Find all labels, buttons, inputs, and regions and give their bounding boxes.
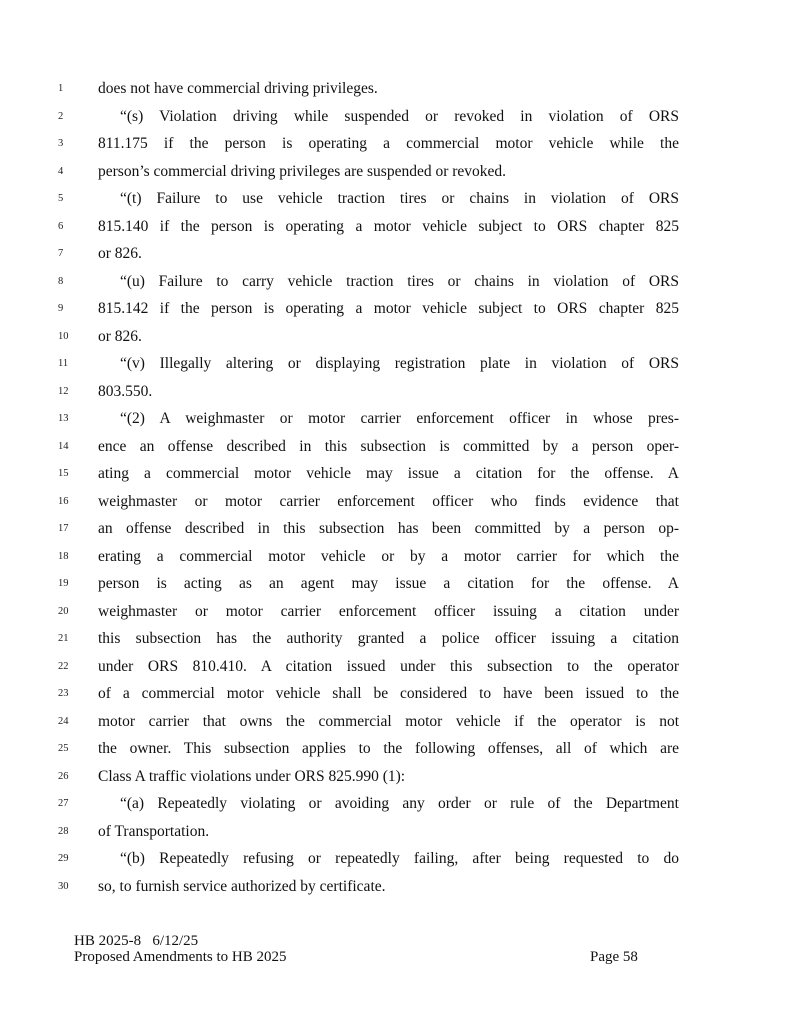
line-text: “(u) Failure to carry vehicle traction tires or chains in violation of ORS bbox=[120, 272, 679, 290]
document-line bbox=[0, 845, 800, 873]
line-number: 16 bbox=[58, 495, 69, 507]
document-line bbox=[0, 735, 800, 763]
line-text: motor carrier that owns the commercial motor vehicle if the operator is not bbox=[98, 712, 679, 730]
document-line bbox=[0, 488, 800, 516]
line-text: “(a) Repeatedly violating or avoiding any order or rule of the Department bbox=[120, 795, 679, 812]
document-line bbox=[0, 378, 800, 406]
line-text: of Transportation. bbox=[98, 822, 210, 840]
document-line bbox=[0, 460, 800, 488]
document-line bbox=[0, 625, 800, 653]
line-number: 15 bbox=[58, 468, 69, 479]
line-text: erating a commercial motor vehicle or by a motor carrier for which the bbox=[98, 547, 679, 565]
document-line bbox=[0, 873, 800, 901]
line-number: 29 bbox=[58, 853, 69, 864]
document-line bbox=[0, 543, 800, 571]
line-text: so, to furnish service authorized by certificate. bbox=[98, 877, 386, 895]
document-line bbox=[0, 405, 800, 433]
line-text: weighmaster or motor carrier enforcement officer who finds evidence that bbox=[98, 492, 679, 510]
document-line bbox=[0, 295, 800, 323]
line-text: weighmaster or motor carrier enforcement officer issuing a citation under bbox=[98, 602, 679, 620]
document-line bbox=[0, 75, 800, 103]
line-text: 815.142 if the person is operating a motor vehicle subject to ORS chapter 825 bbox=[98, 300, 679, 317]
line-number: 2 bbox=[58, 110, 64, 122]
line-text: “(b) Repeatedly refusing or repeatedly failing, after being requested to do bbox=[120, 850, 679, 867]
line-text: of a commercial motor vehicle shall be considered to have been issued to the bbox=[98, 685, 679, 702]
line-number: 30 bbox=[58, 880, 69, 892]
line-number: 6 bbox=[58, 220, 64, 232]
line-number: 18 bbox=[58, 550, 69, 562]
line-text: does not have commercial driving privileges. bbox=[98, 80, 378, 97]
line-number: 26 bbox=[58, 770, 69, 782]
line-number: 14 bbox=[58, 440, 69, 452]
document-line bbox=[0, 790, 800, 818]
line-text: person is acting as an agent may issue a citation for the offense. A bbox=[98, 575, 679, 592]
document-line bbox=[0, 268, 800, 296]
line-number: 24 bbox=[58, 715, 69, 727]
document-line bbox=[0, 708, 800, 736]
line-number: 27 bbox=[58, 798, 69, 809]
line-number: 20 bbox=[58, 605, 69, 617]
line-text: 815.140 if the person is operating a motor vehicle subject to ORS chapter 825 bbox=[98, 217, 679, 235]
line-text: 811.175 if the person is operating a commercial motor vehicle while the bbox=[98, 135, 679, 152]
line-number: 23 bbox=[58, 688, 69, 699]
document-line bbox=[0, 433, 800, 461]
document-line bbox=[0, 570, 800, 598]
line-number: 10 bbox=[58, 330, 69, 342]
line-text: or 826. bbox=[98, 327, 142, 345]
document-line bbox=[0, 130, 800, 158]
document-line bbox=[0, 240, 800, 268]
line-number: 17 bbox=[58, 523, 69, 534]
line-text: 803.550. bbox=[98, 382, 153, 400]
document-line bbox=[0, 515, 800, 543]
document-line bbox=[0, 213, 800, 241]
line-number: 4 bbox=[58, 165, 64, 177]
line-text: “(t) Failure to use vehicle traction tires or chains in violation of ORS bbox=[120, 190, 679, 207]
line-number: 22 bbox=[58, 660, 69, 672]
line-number: 1 bbox=[58, 83, 64, 94]
line-text: person’s commercial driving privileges are suspended or revoked. bbox=[98, 162, 507, 180]
line-number: 7 bbox=[58, 248, 64, 259]
page-footer bbox=[74, 933, 674, 965]
line-text: under ORS 810.410. A citation issued under this subsection to the operator bbox=[98, 657, 679, 675]
line-number: 13 bbox=[58, 413, 69, 424]
line-text: Class A traffic violations under ORS 825.990 (1): bbox=[98, 767, 406, 785]
document-line bbox=[0, 103, 800, 131]
line-text: “(s) Violation driving while suspended or revoked in violation of ORS bbox=[120, 107, 679, 125]
line-text: an offense described in this subsection has been committed by a person op- bbox=[98, 520, 679, 537]
line-text: or 826. bbox=[98, 245, 142, 262]
line-text: ence an offense described in this subsection is committed by a person oper- bbox=[98, 437, 679, 455]
line-number: 19 bbox=[58, 578, 69, 589]
line-text: “(v) Illegally altering or displaying registration plate in violation of ORS bbox=[120, 355, 679, 372]
line-number: 21 bbox=[58, 633, 69, 644]
line-number: 28 bbox=[58, 825, 69, 837]
line-number: 3 bbox=[58, 138, 64, 149]
line-number: 9 bbox=[58, 303, 64, 314]
footer-description: Proposed Amendments to HB 2025 bbox=[74, 949, 287, 965]
line-number: 12 bbox=[58, 385, 69, 397]
document-line bbox=[0, 185, 800, 213]
document-line bbox=[0, 653, 800, 681]
line-text: this subsection has the authority granted a police officer issuing a citation bbox=[98, 630, 679, 647]
document-line bbox=[0, 158, 800, 186]
line-text: “(2) A weighmaster or motor carrier enforcement officer in whose pres- bbox=[120, 410, 679, 427]
line-number: 11 bbox=[58, 358, 69, 369]
line-text: the owner. This subsection applies to the following offenses, all of which are bbox=[98, 740, 679, 757]
document-line bbox=[0, 350, 800, 378]
document-body bbox=[0, 75, 800, 900]
footer-bill-date: HB 2025-8 6/12/25 bbox=[74, 933, 199, 949]
line-number: 8 bbox=[58, 275, 64, 287]
line-number: 25 bbox=[58, 743, 69, 754]
line-number: 5 bbox=[58, 193, 64, 204]
document-line bbox=[0, 680, 800, 708]
line-text: ating a commercial motor vehicle may issue a citation for the offense. A bbox=[98, 465, 679, 482]
document-line bbox=[0, 818, 800, 846]
document-line bbox=[0, 763, 800, 791]
document-line bbox=[0, 598, 800, 626]
footer-page-number: Page 58 bbox=[590, 949, 638, 965]
document-line bbox=[0, 323, 800, 351]
